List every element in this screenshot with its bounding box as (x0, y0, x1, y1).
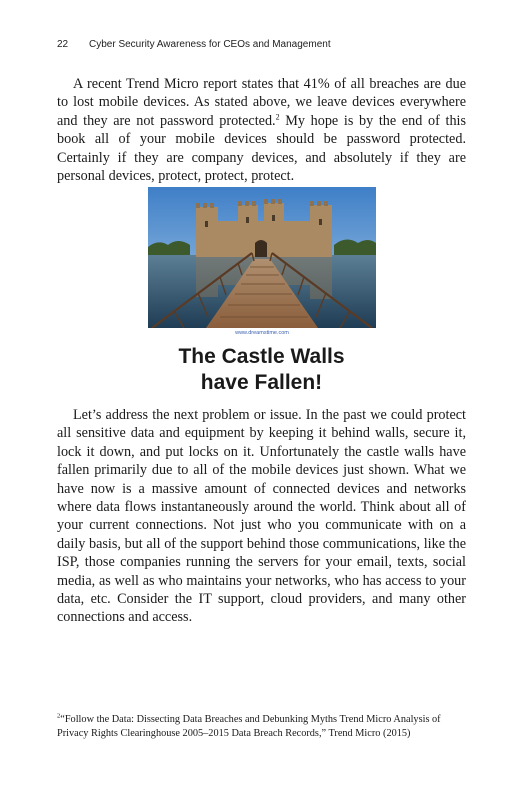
footnote (57, 713, 470, 741)
caption-line-1: The Castle Walls (178, 345, 345, 368)
page-number: 22 (57, 39, 69, 50)
paragraph-text-continued: My hope is by the end of this book all of your mobile devices should be password protected. Certainly if they are company devices, and absolutely if they are personal devices, protect, protect, protect. (57, 112, 466, 185)
figure-caption (100, 344, 423, 396)
footnote-text: “Follow the Data: Dissecting Data Breaches and Debunking Myths Trend Micro Analysis of Privacy Rights Clearinghouse 2005–2015 Data Breach Records,” Trend Micro (2015) (57, 714, 441, 739)
photo-credit: www.dreamstime.com (235, 330, 289, 336)
body-paragraph-1 (57, 75, 466, 185)
body-paragraph-2: Let’s address the next problem or issue. In the past we could protect all sensitive data and equipment by keeping it behind walls, secure it, lock it down, and put locks on it. Unfortunately the castle walls have fallen primarily due to all of the mobile devices just shown. What we have now is a massive amount of connected devices and networks where data flows instantaneously around the world. Think about all of your current connections. Not just who you communicate with on a daily basis, but all of the support behind those communications, like the ISP, those companies running the servers for your email, texts, social media, as well as who maintains your networks, who has access to your data, etc. Consider the IT support, cloud providers, and many other connections and access. (57, 407, 466, 626)
paragraph-text: A recent Trend Micro report states that 41% of all breaches are due to lost mobile devices. As stated above, we leave devices everywhere and they are not password protected. (57, 76, 466, 129)
footnote-number: 2 (57, 712, 61, 720)
running-title: Cyber Security Awareness for CEOs and Management (89, 39, 331, 50)
castle-illustration (148, 187, 376, 328)
footnote-reference[interactable]: 2 (275, 112, 280, 122)
running-header (57, 39, 331, 50)
caption-line-2: have Fallen! (200, 371, 323, 394)
castle-photo (148, 187, 376, 328)
